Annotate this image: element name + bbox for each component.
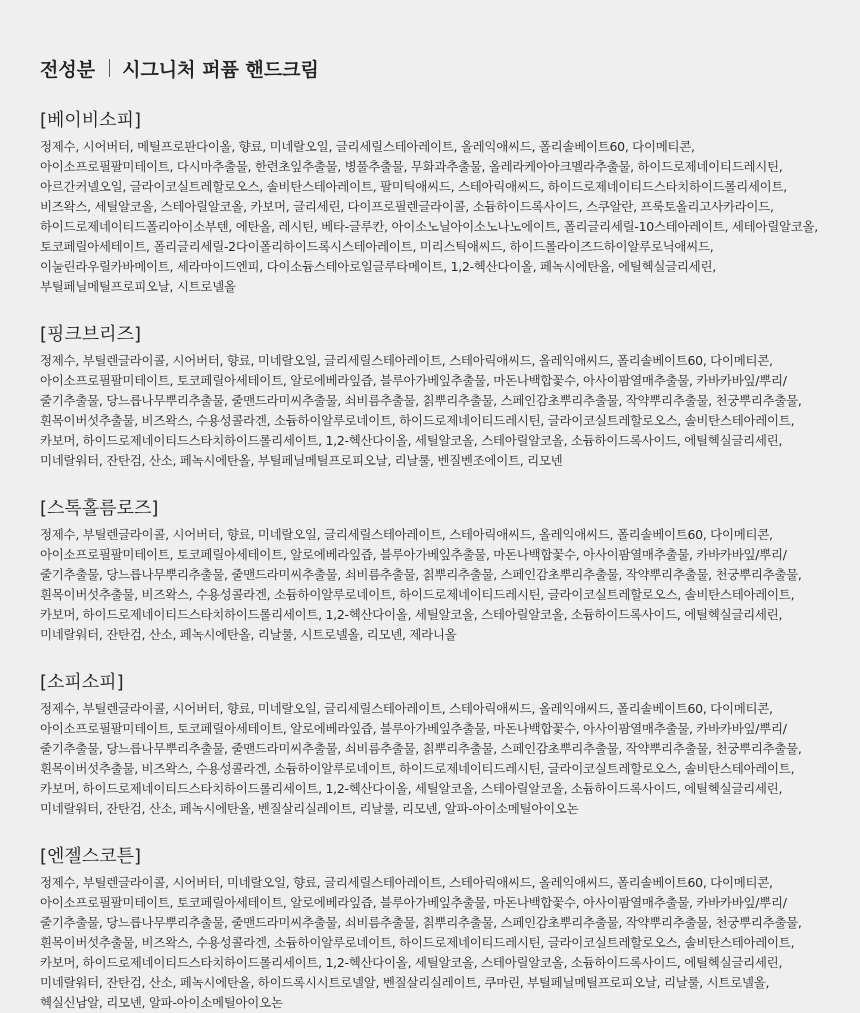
ingredient-list: 정제수, 부틸렌글라이콜, 시어버터, 향료, 미네랄오일, 글리세릴스테아레이트, 스테아릭애씨드, 올레익애씨드, 폴리솔베이트60, 다이메티콘, 아이소프로필팔미테이트, 토코페릴아세테이트, 알로에베라잎즙, 블루아가베잎추출물, 마돈나백합꽃수, 아사이팜열매추출물, 카바카바잎/뿌리/줄기추출물, 당느릅나무뿌리추출물, 줄맨드라미씨추출물, 쇠비름추출물, 칡뿌리추출물, 스페인감초뿌리추출물, 작약뿌리추출물, 천궁뿌리추출물, 흰목이버섯추출물, 비즈왁스, 수용성콜라겐, 소듐하이알루로네이트, 하이드로제네이티드레시틴, 글라이코실트레할로오스, 솔비탄스테아레이트, 카보머, 하이드로제네이티드스타치하이드롤리세이트, 1,2-헥산다이올, 세틸알코올, 스테아릴알코올, 소듐하이드록사이드, 에틸헥실글리세린, 미네랄워터, 잔탄검, 산소, 페녹시에탄올, 벤질살리실레이트, 리날룰, 리모넨, 알파-아이소메틸아이오논 <box>40 701 802 816</box>
section-title: [베이비소피] <box>40 110 141 131</box>
product-name: 시그니처 퍼퓸 핸드크림 <box>122 58 319 81</box>
ingredient-list: 정제수, 부틸렌글라이콜, 시어버터, 향료, 미네랄오일, 글리세릴스테아레이트, 스테아릭애씨드, 올레익애씨드, 폴리솔베이트60, 다이메티콘, 아이소프로필팔미테이트, 토코페릴아세테이트, 알로에베라잎즙, 블루아가베잎추출물, 마돈나백합꽃수, 아사이팜열매추출물, 카바카바잎/뿌리/줄기추출물, 당느릅나무뿌리추출물, 줄맨드라미씨추출물, 쇠비름추출물, 칡뿌리추출물, 스페인감초뿌리추출물, 작약뿌리추출물, 천궁뿌리추출물, 흰목이버섯추출물, 비즈왁스, 수용성콜라겐, 소듐하이알루로네이트, 하이드로제네이티드레시틴, 글라이코실트레할로오스, 솔비탄스테아레이트, 카보머, 하이드로제네이티드스타치하이드롤리세이트, 1,2-헥산다이올, 세틸알코올, 스테아릴알코올, 소듐하이드록사이드, 에틸헥실글리세린, 미네랄워터, 잔탄검, 산소, 페녹시에탄올, 리날룰, 시트로넬올, 리모넨, 제라니올 <box>40 527 802 642</box>
page-header <box>40 50 820 86</box>
section-title: [핑크브리즈] <box>40 324 141 345</box>
section-title: [스톡홀름로즈] <box>40 498 159 519</box>
ingredient-list: 정제수, 시어버터, 메틸프로판다이올, 향료, 미네랄오일, 글리세릴스테아레이트, 올레익애씨드, 폴리솔베이트60, 다이메티콘, 아이소프로필팔미테이트, 다시마추출물, 한련초잎추출물, 병풀추출물, 무화과추출물, 올레라케아아크멜라추출물, 하이드로제네이티드레시틴, 아르간커넬오일, 글라이코실트레할로오스, 솔비탄스테아레이트, 팔미틱애씨드, 스테아릭애씨드, 하이드로제네이티드스타치하이드롤리세이트, 비즈왁스, 세틸알코올, 스테아릴알코올, 카보머, 글리세린, 다이프로필렌글라이콜, 소듐하이드록사이드, 스쿠알란, 프룩토올리고사카라이드, 하이드로제네이티드폴리아이소부텐, 에탄올, 레시틴, 베타-글루칸, 아이소노닐아이소노나노에이트, 폴리글리세릴-10스테아레이트, 세테아릴알코올, 토코페릴아세테이트, 폴리글리세릴-2다이폴리하이드록시스테아레이트, 미리스틱애씨드, 하이드롤라이즈드하이알루로닉애씨드, 이눌린라우릴카바메이트, 세라마이드엔피, 다이소듐스테아로일글루타메이트, 1,2-헥산다이올, 페녹시에탄올, 에틸헥실글리세린, 부틸페닐메틸프로피오날, 시트로넬올 <box>40 139 818 294</box>
ingredient-list: 정제수, 부틸렌글라이콜, 시어버터, 향료, 미네랄오일, 글리세릴스테아레이트, 스테아릭애씨드, 올레익애씨드, 폴리솔베이트60, 다이메티콘, 아이소프로필팔미테이트, 토코페릴아세테이트, 알로에베라잎즙, 블루아가베잎추출물, 마돈나백합꽃수, 아사이팜열매추출물, 카바카바잎/뿌리/줄기추출물, 당느릅나무뿌리추출물, 줄맨드라미씨추출물, 쇠비름추출물, 칡뿌리추출물, 스페인감초뿌리추출물, 작약뿌리추출물, 천궁뿌리추출물, 흰목이버섯추출물, 비즈왁스, 수용성콜라겐, 소듐하이알루로네이트, 하이드로제네이티드레시틴, 글라이코실트레할로오스, 솔비탄스테아레이트, 카보머, 하이드로제네이티드스타치하이드롤리세이트, 1,2-헥산다이올, 세틸알코올, 스테아릴알코올, 소듐하이드록사이드, 에틸헥실글리세린, 미네랄워터, 잔탄검, 산소, 페녹시에탄올, 부틸페닐메틸프로피오날, 리날룰, 벤질벤조에이트, 리모넨 <box>40 353 802 468</box>
section-title: [소피소피] <box>40 672 124 693</box>
page-title: 전성분 <box>40 58 96 81</box>
section-title: [엔젤스코튼] <box>40 846 141 867</box>
ingredient-list: 정제수, 부틸렌글라이콜, 시어버터, 미네랄오일, 향료, 글리세릴스테아레이트, 스테아릭애씨드, 올레익애씨드, 폴리솔베이트60, 다이메티콘, 아이소프로필팔미테이트, 토코페릴아세테이트, 알로에베라잎즙, 블루아가베잎추출물, 마돈나백합꽃수, 아사이팜열매추출물, 카바카바잎/뿌리/줄기추출물, 당느릅나무뿌리추출물, 줄맨드라미씨추출물, 쇠비름추출물, 칡뿌리추출물, 스페인감초뿌리추출물, 작약뿌리추출물, 천궁뿌리추출물, 흰목이버섯추출물, 비즈왁스, 수용성콜라겐, 소듐하이알루로네이트, 하이드로제네이티드레시틴, 글라이코실트레할로오스, 솔비탄스테아레이트, 카보머, 하이드로제네이티드스타치하이드롤리세이트, 1,2-헥산다이올, 세틸알코올, 스테아릴알코올, 소듐하이드록사이드, 에틸헥실글리세린, 미네랄워터, 잔탄검, 산소, 페녹시에탄올, 하이드록시시트로넬알, 벤질살리실레이트, 쿠마린, 부틸페닐메틸프로피오날, 리날룰, 시트로넬올, 헥실신남알, 리모넨, 알파-아이소메틸아이오논 <box>40 875 802 1010</box>
section-pink-breeze <box>40 322 820 471</box>
section-baby-sophie <box>40 108 820 297</box>
section-sophie-sophie <box>40 670 820 819</box>
section-angels-cotton <box>40 844 820 1013</box>
section-stockholm-rose <box>40 496 820 645</box>
title-divider <box>109 59 110 77</box>
